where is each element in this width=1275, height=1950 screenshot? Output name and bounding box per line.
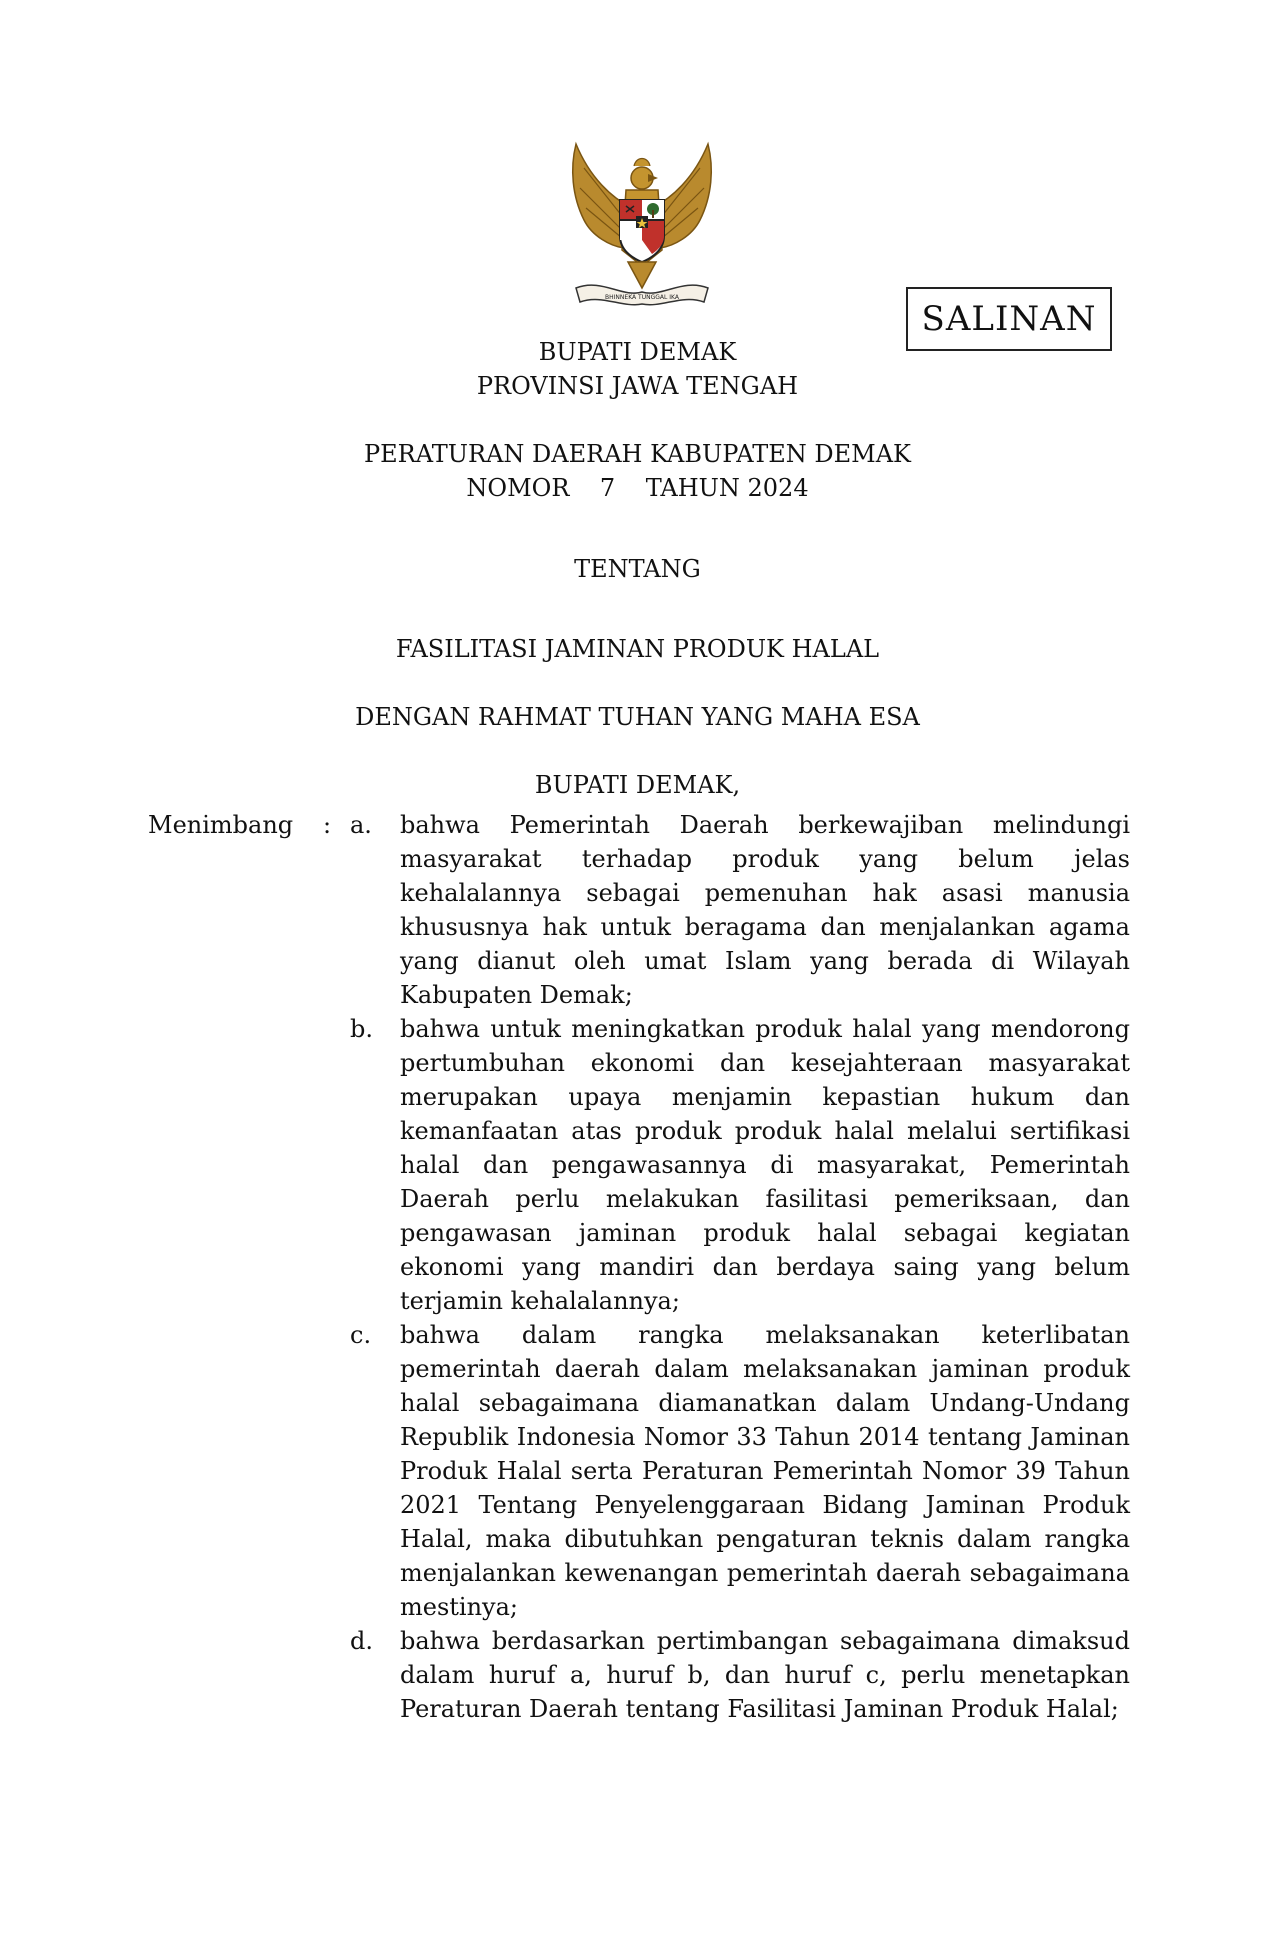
considering-label: Menimbang (148, 811, 294, 839)
emblem-motto: BHINNEKA TUNGGAL IKA (605, 294, 679, 301)
regulation-subject: FASILITASI JAMINAN PRODUK HALAL (395, 635, 880, 663)
blessing-line: DENGAN RAHMAT TUHAN YANG MAHA ESA (355, 703, 920, 731)
regulation-number: NOMOR 7 TAHUN 2024 (466, 474, 809, 502)
considering-point-c (350, 1318, 1130, 1624)
regulation-title: PERATURAN DAERAH KABUPATEN DEMAK (364, 440, 911, 468)
point-text: bahwa berdasarkan pertimbangan sebagaimana dimaksud dalam huruf a, huruf b, dan huruf c, perlu menetapkan Peraturan Daerah tentang Fasilitasi Jaminan Produk Halal; (400, 1627, 1130, 1723)
province-title: PROVINSI JAWA TENGAH (476, 372, 799, 400)
official-title: BUPATI DEMAK (538, 338, 737, 366)
about-label: TENTANG (574, 555, 701, 583)
point-letter: b. (350, 1015, 373, 1043)
considering-point-a (350, 808, 1130, 1012)
point-letter: c. (350, 1321, 372, 1349)
considering-points (350, 808, 1130, 1726)
considering-colon: : (323, 811, 332, 839)
point-text: bahwa Pemerintah Daerah berkewajiban melindungi masyarakat terhadap produk yang belum jelas kehalalannya sebagai pemenuhan hak asasi manusia khususnya hak untuk beragama dan menjalankan agama yang dianut oleh umat Islam yang berada di Wilayah Kabupaten Demak; (400, 811, 1130, 1009)
considering-point-b (350, 1012, 1130, 1318)
point-letter: d. (350, 1627, 373, 1655)
garuda-emblem-icon (562, 138, 722, 310)
salinan-stamp: SALINAN (906, 287, 1112, 351)
issuer-line: BUPATI DEMAK, (534, 771, 741, 799)
considering-point-d (350, 1624, 1130, 1726)
point-letter: a. (350, 811, 372, 839)
point-text: bahwa dalam rangka melaksanakan keterlibatan pemerintah daerah dalam melaksanakan jaminan produk halal sebagaimana diamanatkan dalam Undang-Undang Republik Indonesia Nomor 33 Tahun 2014 tentang Jaminan Produk Halal serta Peraturan Pemerintah Nomor 39 Tahun 2021 Tentang Penyelenggaraan Bidang Jaminan Produk Halal, maka dibutuhkan pengaturan teknis dalam rangka menjalankan kewenangan pemerintah daerah sebagaimana mestinya; (400, 1321, 1130, 1621)
point-text: bahwa untuk meningkatkan produk halal yang mendorong pertumbuhan ekonomi dan kesejahteraan masyarakat merupakan upaya menjamin kepastian hukum dan kemanfaatan atas produk produk halal melalui sertifikasi halal dan pengawasannya di masyarakat, Pemerintah Daerah perlu melakukan fasilitasi pemeriksaan, dan pengawasan jaminan produk halal sebagai kegiatan ekonomi yang mandiri dan berdaya saing yang belum terjamin kehalalannya; (400, 1015, 1130, 1315)
